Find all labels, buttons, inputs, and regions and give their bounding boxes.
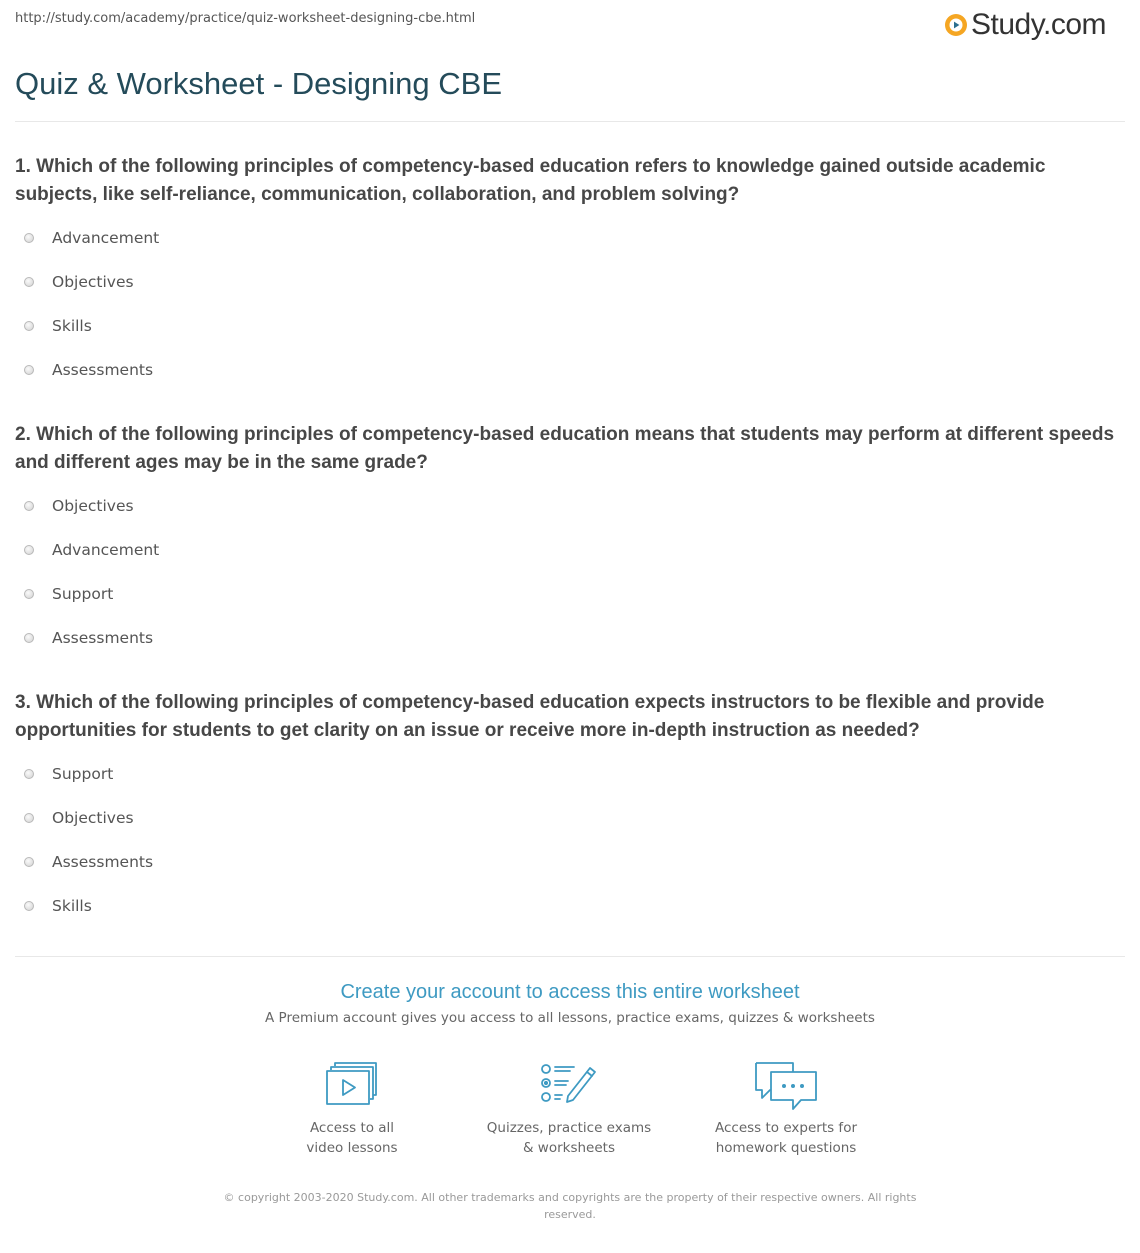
answer-choice[interactable] [15,260,1125,304]
quiz-checklist-icon [540,1060,598,1106]
feature-label: Quizzes, practice exams [486,1120,652,1136]
radio-button-icon[interactable] [24,769,34,779]
answer-choice[interactable] [15,528,1125,572]
radio-button-icon[interactable] [24,321,34,331]
choice-label: Assessments [52,629,154,647]
question-text: 3. Which of the following principles of competency-based education expects instructors to be flexible and provide opportunities for students to get clarity on an issue or receive more in-depth instruction as needed? [15,692,1045,741]
radio-button-icon[interactable] [24,813,34,823]
radio-button-icon[interactable] [24,365,34,375]
study-logo[interactable] [944,5,1106,45]
radio-button-icon[interactable] [24,277,34,287]
feature-video-lessons [242,1060,462,1158]
answer-choice[interactable] [15,216,1125,260]
choice-list [15,752,1125,928]
question-text: 2. Which of the following principles of competency-based education means that students may perform at different speeds and different ages may be in the same grade? [15,424,1115,473]
choice-label: Advancement [52,541,160,559]
copyright-text: © copyright 2003-2020 Study.com. All other trademarks and copyrights are the property of their respective owners. All rights [223,1191,917,1204]
feature-label: Access to experts for [714,1120,857,1136]
create-account-link[interactable]: Create your account to access this entire worksheet [340,981,800,1003]
choice-label: Objectives [52,497,134,515]
page-url: http://study.com/academy/practice/quiz-worksheet-designing-cbe.html [15,11,476,26]
video-lesson-icon [325,1060,379,1106]
divider [15,956,1125,957]
feature-label: Access to all [309,1120,395,1136]
expert-chat-icon [753,1060,819,1112]
question-1 [15,153,1125,392]
answer-choice[interactable] [15,484,1125,528]
divider [15,121,1125,122]
choice-list [15,484,1125,660]
choice-label: Advancement [52,229,160,247]
play-logo-icon [944,13,968,37]
radio-button-icon[interactable] [24,633,34,643]
answer-choice[interactable] [15,616,1125,660]
answer-choice[interactable] [15,884,1125,928]
feature-label: & worksheets [522,1140,615,1156]
choice-label: Objectives [52,809,134,827]
feature-label: homework questions [715,1140,857,1156]
feature-quizzes [459,1060,679,1158]
question-2 [15,421,1125,660]
answer-choice[interactable] [15,348,1125,392]
radio-button-icon[interactable] [24,233,34,243]
choice-label: Objectives [52,273,134,291]
answer-choice[interactable] [15,752,1125,796]
radio-button-icon[interactable] [24,589,34,599]
feature-label: video lessons [306,1140,398,1156]
copyright-text: reserved. [544,1208,596,1221]
choice-list [15,216,1125,392]
choice-label: Assessments [52,361,154,379]
choice-label: Support [52,585,114,603]
radio-button-icon[interactable] [24,501,34,511]
answer-choice[interactable] [15,796,1125,840]
question-3 [15,689,1125,928]
answer-choice[interactable] [15,304,1125,348]
radio-button-icon[interactable] [24,857,34,867]
choice-label: Support [52,765,114,783]
logo-text: Study.com [971,8,1106,41]
feature-experts [676,1060,896,1158]
choice-label: Skills [52,317,92,335]
question-text: 1. Which of the following principles of competency-based education refers to knowledge gained outside academic subjects, like self-reliance, communication, collaboration, and problem solving? [15,156,1046,205]
cta-subtitle: A Premium account gives you access to all lessons, practice exams, quizzes & worksheets [265,1010,875,1026]
radio-button-icon[interactable] [24,901,34,911]
choice-label: Skills [52,897,92,915]
radio-button-icon[interactable] [24,545,34,555]
answer-choice[interactable] [15,840,1125,884]
page-title: Quiz & Worksheet - Designing CBE [15,66,503,101]
copyright-notice [220,1189,920,1223]
choice-label: Assessments [52,853,154,871]
answer-choice[interactable] [15,572,1125,616]
